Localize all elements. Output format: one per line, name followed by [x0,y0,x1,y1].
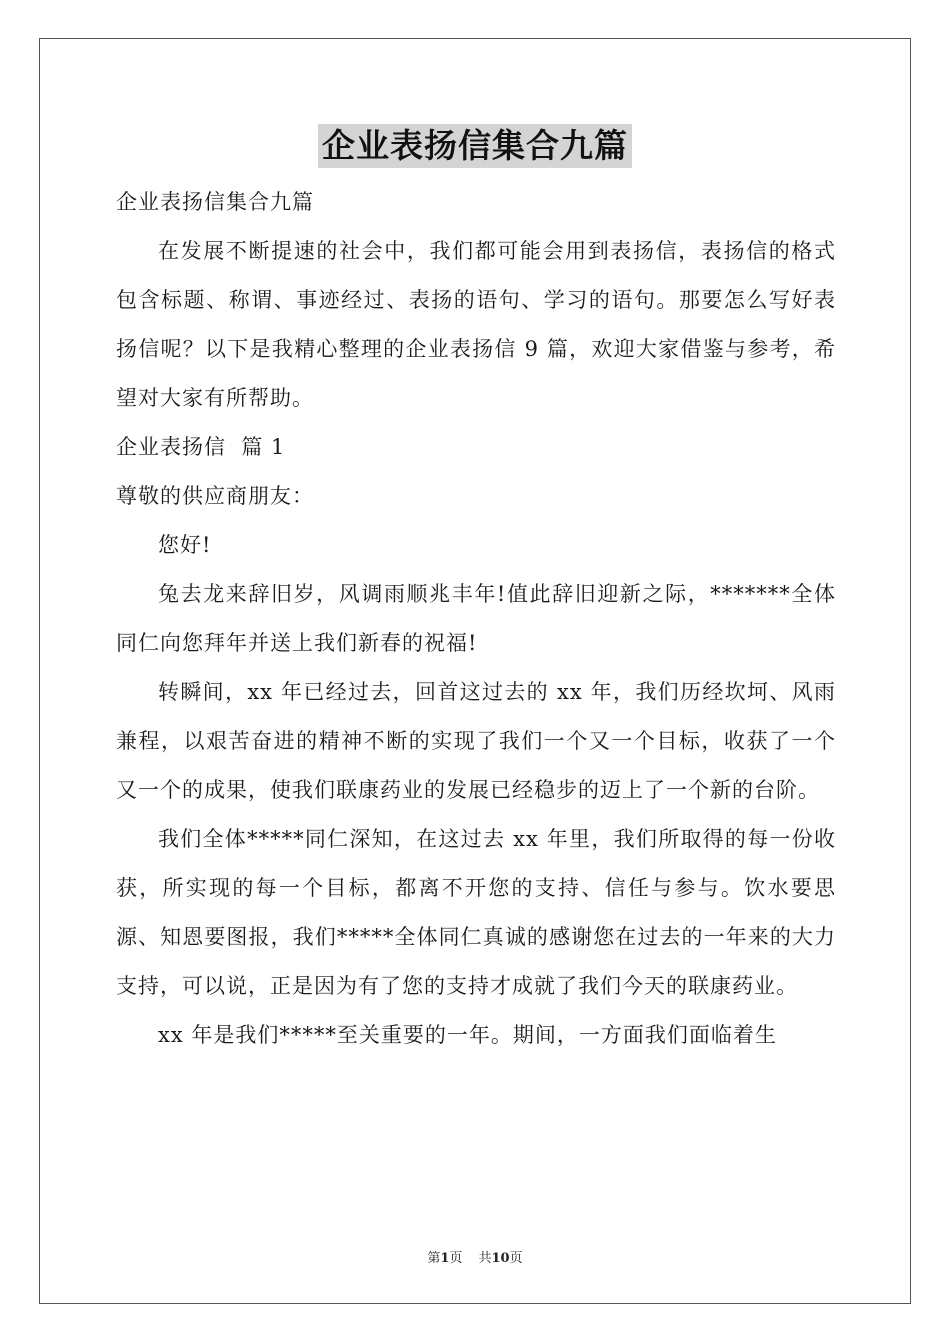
page-total: 10 [491,1251,510,1266]
page-prefix: 第 [427,1251,441,1266]
document-title: 企业表扬信集合九篇 [318,124,632,168]
greeting: 您好! [158,533,212,557]
body-paragraph-1: 企业表扬信集合九篇 [116,190,314,214]
page-current: 1 [440,1251,450,1266]
body-paragraph-5: 我们全体*****同仁深知，在这过去 xx 年里，我们所取得的每一份收获，所实现的每一个目标，都离不开您的支持、信任与参与。饮水要思源、知恩要图报，我们*****全体同仁真诚的感谢您在过去的一年来的大力支持，可以说，正是因为有了您的支持才成就了我们今天的联康药业。 [116,827,836,998]
document-body [116,178,836,1060]
body-paragraph-4: 转瞬间，xx 年已经过去，回首这过去的 xx 年，我们历经坎坷、风雨兼程，以艰苦奋进的精神不断的实现了我们一个又一个目标，收获了一个又一个的成果，使我们联康药业的发展已经稳步的迈上了一个新的台阶。 [116,680,836,802]
total-suffix: 页 [509,1251,523,1266]
page-suffix: 页 [449,1251,463,1266]
page-footer [0,1247,950,1266]
body-paragraph-3: 兔去龙来辞旧岁，风调雨顺兆丰年!值此辞旧迎新之际，*******全体同仁向您拜年并送上我们新春的祝福! [116,582,836,655]
body-paragraph-6: xx 年是我们*****至关重要的一年。期间，一方面我们面临着生 [158,1023,777,1047]
section-heading-1: 企业表扬信 篇 1 [116,435,286,459]
salutation: 尊敬的供应商朋友： [116,484,314,508]
body-paragraph-2: 在发展不断提速的社会中，我们都可能会用到表扬信，表扬信的格式包含标题、称谓、事迹经过、表扬的语句、学习的语句。那要怎么写好表扬信呢？以下是我精心整理的企业表扬信 9 篇，欢迎大家借鉴与参考，希望对大家有所帮助。 [116,239,836,410]
title-wrap [0,124,950,168]
total-prefix: 共 [478,1251,492,1266]
